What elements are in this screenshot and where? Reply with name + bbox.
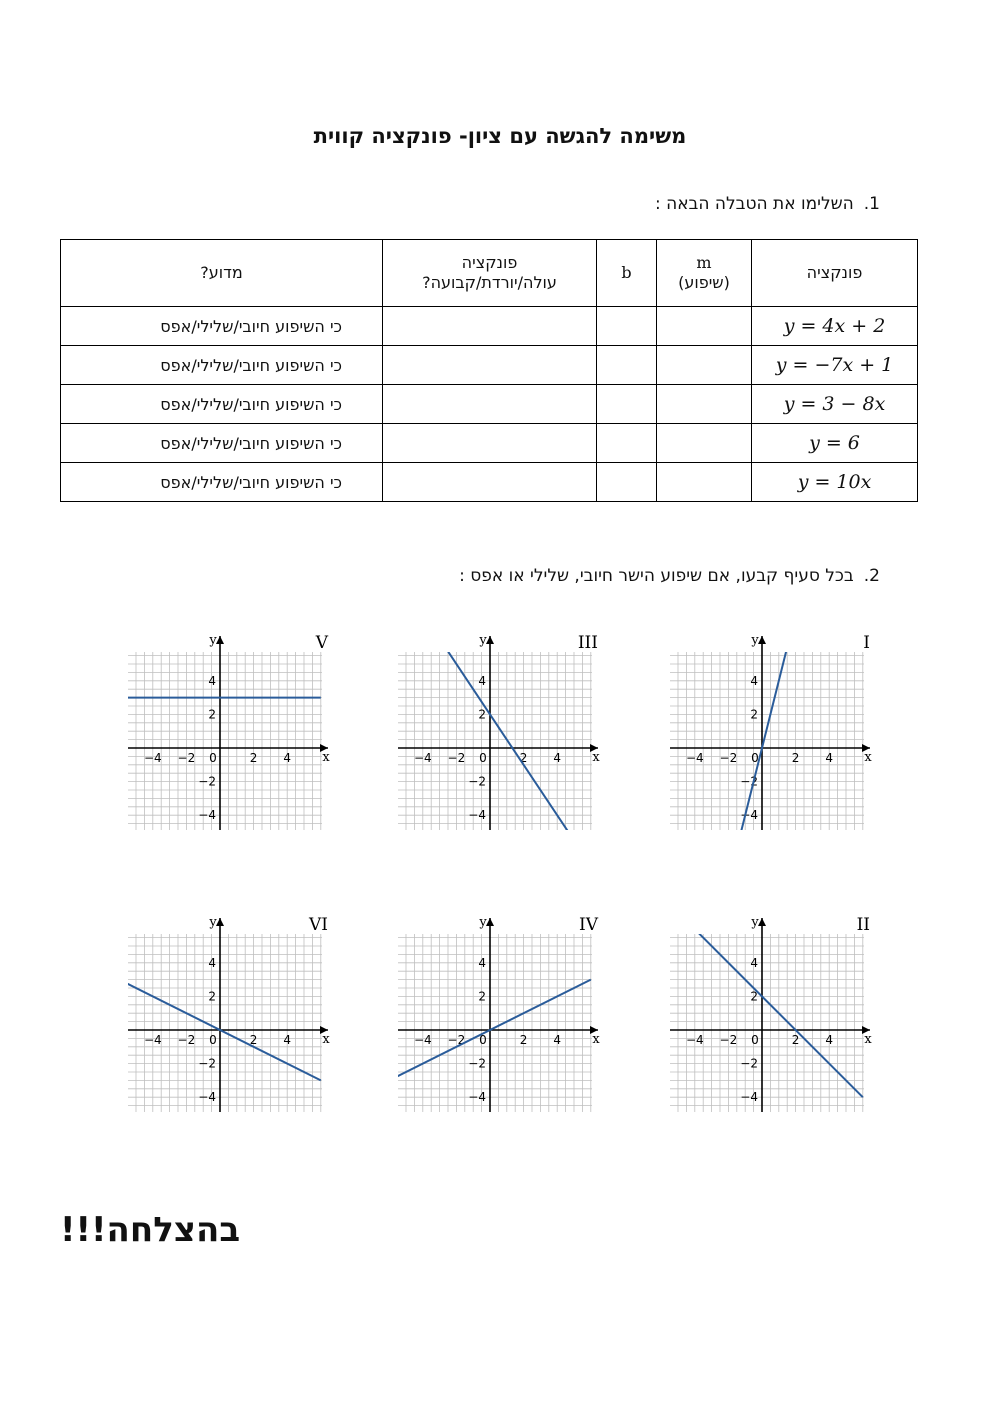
b-answer-cell[interactable] <box>597 307 657 346</box>
x-tick-label: −4 <box>685 751 704 765</box>
graph-I <box>662 630 872 840</box>
header-slope <box>657 240 752 307</box>
graph-IV <box>390 912 600 1122</box>
x-tick-label: −4 <box>413 751 432 765</box>
question-2 <box>459 566 880 586</box>
x-tick-label: 0 <box>209 751 217 765</box>
y-tick-label: −2 <box>740 1056 758 1071</box>
y-tick-label: −4 <box>468 808 486 823</box>
function-cell <box>752 385 918 424</box>
y-tick-label: −4 <box>198 1090 216 1105</box>
function-formula: y = 10x <box>797 471 872 493</box>
x-tick-label: −4 <box>143 751 162 765</box>
function-formula: y = 4x + 2 <box>783 315 886 337</box>
b-answer-cell[interactable] <box>597 385 657 424</box>
table-header-row <box>61 240 918 307</box>
y-tick-label: −4 <box>198 808 216 823</box>
header-type-line2: עולה/יורדת/קבועה? <box>422 273 557 292</box>
type-answer-cell[interactable] <box>383 385 597 424</box>
y-axis-label: y <box>209 915 217 930</box>
graph-svg <box>662 912 872 1122</box>
reason-cell[interactable]: כי השיפוע חיובי/שלילי/אפס <box>61 424 383 463</box>
grid <box>128 934 322 1112</box>
y-tick-label: −4 <box>468 1090 486 1105</box>
graph-svg <box>390 630 600 840</box>
x-tick-label: 2 <box>791 1033 800 1047</box>
y-tick-label: 4 <box>750 673 758 688</box>
x-tick-label: 0 <box>479 1033 487 1047</box>
y-tick-label: 4 <box>478 955 486 970</box>
y-tick-label: 2 <box>478 707 486 722</box>
y-tick-label: 2 <box>478 989 486 1004</box>
b-answer-cell[interactable] <box>597 463 657 502</box>
slope-answer-cell[interactable] <box>657 463 752 502</box>
x-axis-label: x <box>864 750 872 765</box>
question-1-number: 1. <box>863 194 880 214</box>
y-tick-label: −2 <box>198 1056 216 1071</box>
x-tick-label: −2 <box>447 751 466 765</box>
function-cell <box>752 346 918 385</box>
reason-cell[interactable]: כי השיפוע חיובי/שלילי/אפס <box>61 463 383 502</box>
x-tick-label: −4 <box>685 1033 704 1047</box>
x-tick-label: −4 <box>413 1033 432 1047</box>
page-title: משימה להגשה עם ציון- פונקציה קווית <box>313 124 687 148</box>
y-axis-arrow <box>486 636 494 644</box>
y-tick-label: 4 <box>478 673 486 688</box>
graph-VI <box>120 912 330 1122</box>
y-tick-label: 2 <box>208 989 216 1004</box>
x-tick-label: 0 <box>209 1033 217 1047</box>
grid <box>670 934 864 1112</box>
x-tick-label: 4 <box>553 1033 562 1047</box>
y-axis-arrow <box>486 918 494 926</box>
graph-svg <box>390 912 600 1122</box>
y-tick-label: 4 <box>750 955 758 970</box>
question-1 <box>655 194 880 214</box>
graph-svg <box>120 912 330 1122</box>
question-2-number: 2. <box>863 566 880 586</box>
y-axis-label: y <box>209 633 217 648</box>
x-tick-label: 4 <box>825 1033 834 1047</box>
x-tick-label: 4 <box>283 1033 292 1047</box>
type-answer-cell[interactable] <box>383 346 597 385</box>
x-tick-label: −2 <box>177 751 196 765</box>
x-tick-label: −2 <box>447 1033 466 1047</box>
table-row <box>61 463 918 502</box>
x-axis-label: x <box>322 1032 330 1047</box>
y-axis-label: y <box>479 915 487 930</box>
x-tick-label: −2 <box>177 1033 196 1047</box>
y-axis-label: y <box>751 915 759 930</box>
y-axis-label: y <box>479 633 487 648</box>
graph-label: IV <box>579 915 598 935</box>
x-tick-label: 0 <box>751 751 759 765</box>
y-tick-label: 2 <box>750 989 758 1004</box>
header-type-line1: פונקציה <box>461 253 518 272</box>
graph-label: I <box>863 633 870 653</box>
graph-label: II <box>856 915 870 935</box>
type-answer-cell[interactable] <box>383 463 597 502</box>
x-axis-label: x <box>322 750 330 765</box>
y-tick-label: 2 <box>750 707 758 722</box>
y-axis-arrow <box>216 636 224 644</box>
slope-answer-cell[interactable] <box>657 424 752 463</box>
good-luck-footer: בהצלחה!!! <box>60 1210 241 1250</box>
y-axis-arrow <box>758 918 766 926</box>
grid <box>128 652 322 830</box>
type-answer-cell[interactable] <box>383 424 597 463</box>
y-tick-label: 4 <box>208 673 216 688</box>
b-answer-cell[interactable] <box>597 346 657 385</box>
graph-II <box>662 912 872 1122</box>
x-tick-label: 2 <box>519 1033 528 1047</box>
reason-cell[interactable]: כי השיפוע חיובי/שלילי/אפס <box>61 307 383 346</box>
table-row <box>61 307 918 346</box>
y-axis-label: y <box>751 633 759 648</box>
graph-III <box>390 630 600 840</box>
slope-answer-cell[interactable] <box>657 346 752 385</box>
header-slope-label: (שיפוע) <box>678 273 730 292</box>
x-axis-label: x <box>864 1032 872 1047</box>
function-cell <box>752 424 918 463</box>
header-b: b <box>597 240 657 307</box>
table-row <box>61 424 918 463</box>
y-tick-label: −2 <box>740 774 758 789</box>
y-tick-label: −4 <box>740 1090 758 1105</box>
graph-label: VI <box>309 915 328 935</box>
x-axis-label: x <box>592 750 600 765</box>
y-axis-arrow <box>758 636 766 644</box>
x-tick-label: 2 <box>519 751 528 765</box>
reason-cell[interactable]: כי השיפוע חיובי/שלילי/אפס <box>61 385 383 424</box>
reason-cell[interactable]: כי השיפוע חיובי/שלילי/אפס <box>61 346 383 385</box>
y-axis-arrow <box>216 918 224 926</box>
linear-function-table <box>60 239 918 502</box>
graph-svg <box>662 630 872 840</box>
graph-label: V <box>315 633 328 653</box>
x-tick-label: −4 <box>143 1033 162 1047</box>
grid <box>670 652 864 830</box>
table-row <box>61 346 918 385</box>
y-tick-label: −4 <box>740 808 758 823</box>
x-tick-label: −2 <box>719 751 738 765</box>
function-formula: y = 3 − 8x <box>783 393 886 415</box>
question-1-text: השלימו את הטבלה הבאה : <box>654 194 854 214</box>
x-tick-label: 4 <box>283 751 292 765</box>
slope-answer-cell[interactable] <box>657 307 752 346</box>
graph-V <box>120 630 330 840</box>
y-tick-label: −2 <box>468 1056 486 1071</box>
b-answer-cell[interactable] <box>597 424 657 463</box>
question-2-text: בכל סעיף קבעו, אם שיפוע הישר חיובי, שלילי או אפס : <box>459 566 854 586</box>
x-tick-label: 4 <box>553 751 562 765</box>
x-tick-label: 0 <box>479 751 487 765</box>
grid <box>398 934 592 1112</box>
y-tick-label: −2 <box>198 774 216 789</box>
table-row <box>61 385 918 424</box>
slope-answer-cell[interactable] <box>657 385 752 424</box>
function-formula: y = 6 <box>809 432 860 454</box>
function-formula: y = −7x + 1 <box>775 354 894 376</box>
grid <box>398 652 592 830</box>
header-function-type <box>383 240 597 307</box>
x-tick-label: 2 <box>249 1033 258 1047</box>
type-answer-cell[interactable] <box>383 307 597 346</box>
x-tick-label: 2 <box>249 751 258 765</box>
y-tick-label: 4 <box>208 955 216 970</box>
y-tick-label: −2 <box>468 774 486 789</box>
function-cell <box>752 463 918 502</box>
x-tick-label: 0 <box>751 1033 759 1047</box>
header-slope-m: m <box>696 253 712 272</box>
y-tick-label: 2 <box>208 707 216 722</box>
x-axis-label: x <box>592 1032 600 1047</box>
header-why: מדוע? <box>61 240 383 307</box>
header-function: פונקציה <box>752 240 918 307</box>
function-cell <box>752 307 918 346</box>
graph-label: III <box>577 633 598 653</box>
x-tick-label: 4 <box>825 751 834 765</box>
graph-svg <box>120 630 330 840</box>
x-tick-label: 2 <box>791 751 800 765</box>
x-tick-label: −2 <box>719 1033 738 1047</box>
